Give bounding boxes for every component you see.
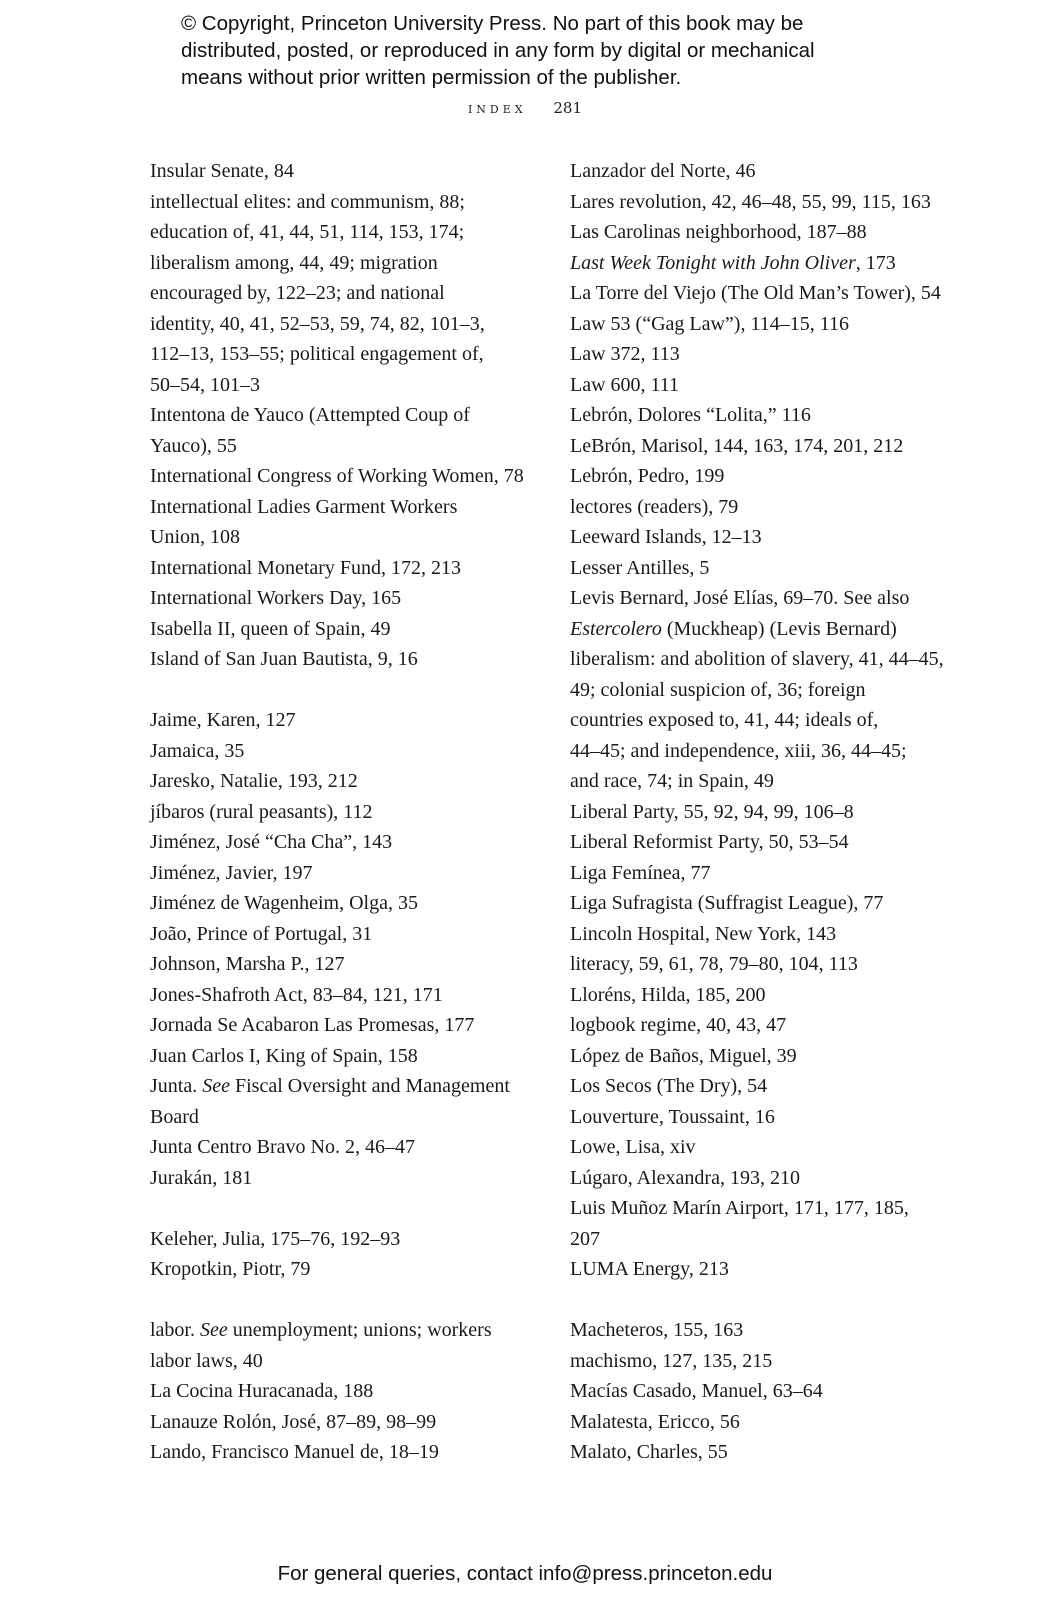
copyright-line-1: © Copyright, Princeton University Press. No part of this book may be [181, 12, 804, 35]
index-entry-line: Board [150, 1105, 199, 1128]
index-entry [570, 797, 985, 828]
index-entry-line [150, 1071, 525, 1102]
index-entry-line: Macheteros, 155, 163 [570, 1319, 744, 1341]
index-entry [570, 827, 985, 858]
index-entry-line: Malatesta, Ericco, 56 [570, 1410, 740, 1433]
index-entry-line: liberalism among, 44, 49; migration [150, 251, 438, 274]
index-entry-line: International Monetary Fund, 172, 213 [150, 556, 462, 579]
entry-italic-text: See [202, 1075, 230, 1097]
entry-text: unemployment; unions; workers [227, 1319, 492, 1341]
index-entry [150, 156, 525, 187]
index-entry [570, 644, 985, 797]
entry-text: (Muckheap) (Levis Bernard) [661, 617, 897, 640]
index-entry-line: Law 53 (“Gag Law”), 114–15, 116 [570, 312, 849, 335]
index-entry-line: Law 372, 113 [570, 343, 680, 365]
index-entry-line [570, 248, 985, 279]
index-entry [570, 461, 985, 492]
running-head-label: index [467, 99, 527, 117]
index-column-right [570, 156, 985, 1468]
index-entry [570, 888, 985, 919]
index-entry-line: Jurakán, 181 [150, 1166, 253, 1189]
entry-text: Junta. [150, 1075, 203, 1097]
running-head [0, 99, 1050, 117]
index-entry-line: López de Baños, Miguel, 39 [570, 1044, 797, 1067]
copyright-notice [181, 10, 901, 91]
index-entry-line: Intentona de Yauco (Attempted Coup of [150, 404, 470, 426]
index-entry-line: Lincoln Hospital, New York, 143 [570, 922, 837, 945]
entry-text: Fiscal Oversight and Management [229, 1075, 510, 1097]
index-entry [570, 919, 985, 950]
index-column-left [150, 156, 525, 1468]
index-entry-line: intellectual elites: and communism, 88; [150, 190, 465, 213]
index-entry-line: Jones-Shafroth Act, 83–84, 121, 171 [150, 983, 443, 1006]
index-entry-line: labor laws, 40 [150, 1349, 263, 1372]
index-entry [150, 1010, 525, 1041]
index-entry-line: 49; colonial suspicion of, 36; foreign [570, 678, 866, 701]
index-entry-line: 112–13, 153–55; political engagement of, [150, 343, 484, 365]
index-entry-line: Juan Carlos I, King of Spain, 158 [150, 1044, 418, 1067]
index-entry-line: Lúgaro, Alexandra, 193, 210 [570, 1166, 800, 1189]
index-entry-line: International Ladies Garment Workers [150, 495, 458, 518]
index-entry [150, 1407, 525, 1438]
index-entry-line: Jiménez de Wagenheim, Olga, 35 [150, 892, 418, 914]
index-entry-line: machismo, 127, 135, 215 [570, 1349, 773, 1372]
index-entry-line: Liberal Party, 55, 92, 94, 99, 106–8 [570, 800, 854, 823]
index-entry-line: Lares revolution, 42, 46–48, 55, 99, 115, 163 [570, 190, 931, 213]
index-entry-line: 50–54, 101–3 [150, 373, 260, 396]
index-entry [570, 949, 985, 980]
index-entry-line: Lebrón, Dolores “Lolita,” 116 [570, 404, 811, 426]
index-entry [150, 1224, 525, 1255]
index-entry [150, 1346, 525, 1377]
entry-text: , 173 [855, 251, 896, 274]
index-entry-line: countries exposed to, 41, 44; ideals of, [570, 709, 879, 731]
index-entry [570, 583, 985, 644]
index-entry [570, 370, 985, 401]
index-entry-line: identity, 40, 41, 52–53, 59, 74, 82, 101–3, [150, 312, 485, 335]
index-entry-line: Lesser Antilles, 5 [570, 556, 710, 579]
index-entry [150, 553, 525, 584]
entry-italic-text: Last Week Tonight with John Oliver [570, 251, 856, 274]
index-entry-line [570, 614, 985, 645]
index-entry [150, 1071, 525, 1132]
letter-group-gap [570, 1285, 985, 1316]
index-entry [150, 858, 525, 889]
index-entry-line: Leeward Islands, 12–13 [570, 526, 762, 548]
index-entry-line: Jiménez, José “Cha Cha”, 143 [150, 831, 393, 853]
letter-group-gap [150, 675, 525, 706]
index-entry-line: Jaime, Karen, 127 [150, 709, 296, 731]
copyright-line-2: distributed, posted, or reproduced in any form by digital or mechanical [181, 39, 815, 62]
index-entry [570, 1437, 985, 1468]
index-entry-line: Los Secos (The Dry), 54 [570, 1075, 768, 1097]
index-entry-line: Malato, Charles, 55 [570, 1441, 728, 1463]
index-entry [150, 644, 525, 675]
index-entry [150, 1163, 525, 1194]
index-entry [570, 522, 985, 553]
index-entry-line: Luis Muñoz Marín Airport, 171, 177, 185, [570, 1197, 909, 1219]
index-entry-line: logbook regime, 40, 43, 47 [570, 1014, 787, 1036]
index-entry-line: literacy, 59, 61, 78, 79–80, 104, 113 [570, 953, 858, 975]
index-entry-line: LeBrón, Marisol, 144, 163, 174, 201, 212 [570, 434, 904, 457]
index-entry-line: Liberal Reformist Party, 50, 53–54 [570, 831, 849, 853]
index-entry [570, 1376, 985, 1407]
index-entry-line: 44–45; and independence, xiii, 36, 44–45; [570, 739, 907, 762]
index-entry-line: Lowe, Lisa, xiv [570, 1136, 696, 1158]
index-entry [570, 217, 985, 248]
index-entry-line: La Torre del Viejo (The Old Man’s Tower), 54 [570, 282, 941, 304]
index-entry-line: 207 [570, 1227, 600, 1250]
index-entry [150, 400, 525, 461]
index-entry-line: Island of San Juan Bautista, 9, 16 [150, 648, 418, 670]
index-entry [570, 1071, 985, 1102]
index-entry-line [150, 1315, 525, 1346]
index-entry [570, 339, 985, 370]
index-entry [570, 278, 985, 309]
index-entry [150, 797, 525, 828]
index-entry-line: Jiménez, Javier, 197 [150, 861, 313, 884]
index-entry-line: Law 600, 111 [570, 373, 680, 396]
index-entry [570, 1041, 985, 1072]
index-entry [570, 1132, 985, 1163]
entry-italic-text: See [200, 1319, 228, 1341]
index-entry-line: Keleher, Julia, 175–76, 192–93 [150, 1227, 401, 1250]
index-entry-line: Lloréns, Hilda, 185, 200 [570, 983, 766, 1006]
index-entry-line: International Congress of Working Women, 78 [150, 465, 524, 487]
index-entry-line: Jornada Se Acabaron Las Promesas, 177 [150, 1014, 475, 1036]
index-entry-line: International Workers Day, 165 [150, 587, 402, 609]
index-entry [150, 1132, 525, 1163]
index-entry [150, 888, 525, 919]
index-entry [570, 1254, 985, 1285]
index-entry-line: Louverture, Toussaint, 16 [570, 1105, 775, 1128]
index-entry-line: Lanauze Rolón, José, 87–89, 98–99 [150, 1410, 437, 1433]
index-entry-line [570, 583, 985, 614]
index-entry-line: La Cocina Huracanada, 188 [150, 1380, 374, 1402]
index-entry [150, 919, 525, 950]
index-entry-line: encouraged by, 122–23; and national [150, 282, 445, 304]
footer-contact: For general queries, contact info@press.princeton.edu [277, 1562, 773, 1585]
index-entry [150, 492, 525, 553]
index-entry [150, 736, 525, 767]
index-entry-line: education of, 41, 44, 51, 114, 153, 174; [150, 221, 465, 243]
index-entry-line: Lebrón, Pedro, 199 [570, 465, 725, 487]
index-entry-line: jíbaros (rural peasants), 112 [150, 800, 373, 823]
index-entry [570, 1193, 985, 1254]
index-entry [570, 187, 985, 218]
index-entry [150, 614, 525, 645]
index-entry-line: Liga Sufragista (Suffragist League), 77 [570, 892, 884, 914]
index-entry [570, 431, 985, 462]
index-entry-line: Isabella II, queen of Spain, 49 [150, 617, 391, 640]
index-entry [570, 1010, 985, 1041]
index-entry [570, 1346, 985, 1377]
index-entry-line: Liga Femínea, 77 [570, 861, 711, 884]
index-entry [570, 1163, 985, 1194]
index-entry-line: Macías Casado, Manuel, 63–64 [570, 1380, 823, 1402]
index-entry [150, 461, 525, 492]
index-entry-line: Junta Centro Bravo No. 2, 46–47 [150, 1136, 415, 1158]
entry-italic-text: Estercolero [570, 617, 662, 640]
index-entry [150, 583, 525, 614]
letter-group-gap [150, 1285, 525, 1316]
index-entry [570, 553, 985, 584]
index-entry-line: Johnson, Marsha P., 127 [150, 953, 345, 975]
entry-text: labor. [150, 1319, 200, 1341]
index-entry-line: and race, 74; in Spain, 49 [570, 770, 774, 792]
copyright-line-3: means without prior written permission of the publisher. [181, 66, 682, 89]
index-entry [150, 980, 525, 1011]
index-entry-line: João, Prince of Portugal, 31 [150, 922, 373, 945]
index-entry [570, 248, 985, 279]
index-entry-line: Las Carolinas neighborhood, 187–88 [570, 221, 867, 243]
index-entry [570, 492, 985, 523]
index-entry-line: Kropotkin, Piotr, 79 [150, 1258, 311, 1280]
index-entry [150, 1254, 525, 1285]
index-entry-line: Union, 108 [150, 526, 240, 548]
index-entry [570, 156, 985, 187]
index-entry-line: Insular Senate, 84 [150, 160, 294, 182]
index-entry [150, 187, 525, 401]
index-entry [570, 858, 985, 889]
index-entry-line: Lanzador del Norte, 46 [570, 160, 756, 182]
index-entry [150, 949, 525, 980]
index-entry-line: LUMA Energy, 213 [570, 1258, 729, 1280]
index-entry-line: liberalism: and abolition of slavery, 41, 44–45, [570, 648, 944, 670]
index-entry-line: Jamaica, 35 [150, 739, 245, 762]
index-entry-line: lectores (readers), 79 [570, 495, 739, 518]
index-entry [570, 400, 985, 431]
index-entry [150, 1041, 525, 1072]
index-entry-line: Jaresko, Natalie, 193, 212 [150, 770, 358, 792]
index-entry-line: Yauco), 55 [150, 434, 237, 457]
entry-text: Levis Bernard, José Elías, 69–70. See also [570, 587, 910, 609]
index-entry [570, 1102, 985, 1133]
index-entry [150, 1437, 525, 1468]
index-entry [570, 980, 985, 1011]
index-entry [570, 1407, 985, 1438]
index-entry [150, 766, 525, 797]
index-entry [150, 1315, 525, 1346]
index-entry-line: Lando, Francisco Manuel de, 18–19 [150, 1441, 439, 1463]
page-number: 281 [553, 99, 583, 117]
index-entry [150, 705, 525, 736]
index-entry [570, 1315, 985, 1346]
index-entry [150, 1376, 525, 1407]
index-entry [570, 309, 985, 340]
index-entry [150, 827, 525, 858]
letter-group-gap [150, 1193, 525, 1224]
